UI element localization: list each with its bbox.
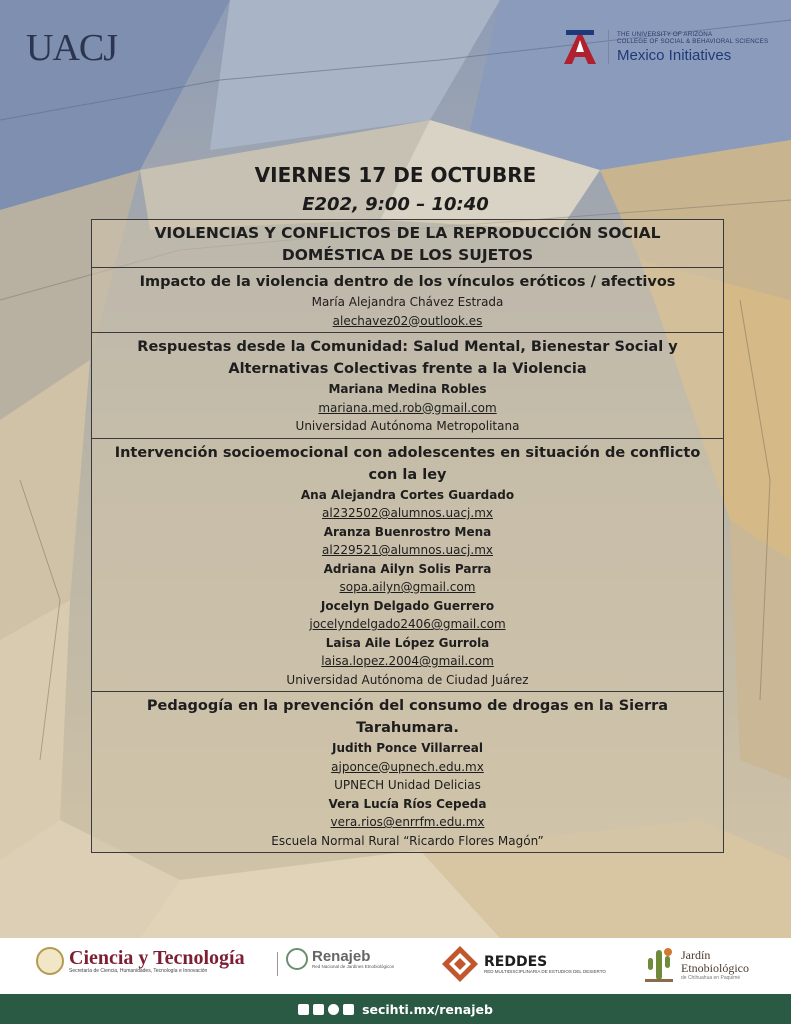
author-email[interactable]: vera.rios@enrrfm.edu.mx <box>330 815 485 829</box>
jardin-etnobiologico-logo <box>641 944 749 986</box>
cyt-name: Ciencia y Tecnología <box>69 947 245 969</box>
renajeb-subtitle: Red Nacional de Jardines Etnobiológicos <box>312 964 395 969</box>
footer-divider <box>277 952 278 976</box>
author-email[interactable]: ajponce@upnech.edu.mx <box>331 759 484 774</box>
reddes-name: REDDES <box>484 953 548 970</box>
author-email[interactable]: al232502@alumnos.uacj.mx <box>322 506 493 520</box>
university-of-arizona-a-icon <box>560 28 600 66</box>
talk-title: Pedagogía en la prevención del consumo de drogas en la Sierra Tarahumara. <box>146 698 669 736</box>
author-email[interactable]: mariana.med.rob@gmail.com <box>318 400 497 415</box>
author-institution: UPNECH Unidad Delicias <box>334 778 481 792</box>
talk-2 <box>92 333 723 439</box>
talk-4 <box>92 692 723 852</box>
author-name: Laisa Aile López Gurrola <box>325 635 490 650</box>
talk-title: Respuestas desde la Comunidad: Salud Mental, Bienestar Social y Alternativas Colectivas frente a la Violencia <box>137 339 678 377</box>
cyt-subtitle: Secretaría de Ciencia, Humanidades, Tecnología e Innovación <box>69 968 208 974</box>
ua-initiative-line: Mexico Initiatives <box>617 46 732 64</box>
leaf-icon <box>286 948 308 970</box>
renajeb-name: Renajeb <box>312 948 371 965</box>
author-email[interactable]: al229521@alumnos.uacj.mx <box>322 543 493 557</box>
footer-social-bar <box>0 994 791 1024</box>
author-institution: Universidad Autónoma Metropolitana <box>295 419 520 433</box>
jardin-name-1: Jardín <box>681 948 711 962</box>
author-name: Judith Ponce Villarreal <box>332 741 483 755</box>
author-name: Vera Lucía Ríos Cepeda <box>328 796 487 811</box>
instagram-icon[interactable] <box>328 1004 339 1015</box>
jardin-name-2: Etnobiológico <box>681 961 749 975</box>
room-time: E202, 9:00 – 10:40 <box>302 194 489 215</box>
author-email[interactable]: alechavez02@outlook.es <box>332 313 483 328</box>
author-institution: Escuela Normal Rural “Ricardo Flores Magón” <box>271 833 544 848</box>
talk-3 <box>92 439 723 693</box>
youtube-icon[interactable] <box>343 1004 354 1015</box>
program-table <box>91 219 724 853</box>
author-name: Adriana Ailyn Solis Parra <box>323 561 492 576</box>
ua-college-line: COLLEGE OF SOCIAL & BEHAVIORAL SCIENCES <box>617 37 769 45</box>
facebook-icon[interactable] <box>298 1004 309 1015</box>
talk-title: Intervención socioemocional con adolescentes en situación de conflicto con la ley <box>114 444 701 483</box>
author-name: Jocelyn Delgado Guerrero <box>320 598 495 613</box>
event-date: VIERNES 17 DE OCTUBRE <box>254 163 537 187</box>
reddes-emblem-icon <box>440 944 480 984</box>
author-email[interactable]: laisa.lopez.2004@gmail.com <box>321 654 494 668</box>
university-of-arizona-logo <box>560 28 768 66</box>
author-name: María Alejandra Chávez Estrada <box>311 295 504 309</box>
reddes-subtitle: RED MULTIDISCIPLINARIA DE ESTUDIOS DEL DESIERTO <box>484 968 606 974</box>
talk-1 <box>92 268 723 333</box>
author-email[interactable]: sopa.ailyn@gmail.com <box>339 580 476 594</box>
renajeb-logo <box>286 948 394 970</box>
logo-divider <box>608 30 609 64</box>
reddes-logo <box>440 944 606 984</box>
cactus-icon <box>641 944 677 986</box>
footer-url-link[interactable]: secihti.mx/renajeb <box>362 1001 493 1017</box>
session-heading: VIOLENCIAS Y CONFLICTOS DE LA REPRODUCCIÓN SOCIAL DOMÉSTICA DE LOS SUJETOS <box>92 220 723 268</box>
uacj-logo: UACJ <box>26 27 118 69</box>
talk-title: Impacto de la violencia dentro de los vínculos eróticos / afectivos <box>139 274 676 290</box>
jardin-subtitle: de Chihuahua en Paquimé <box>681 975 741 981</box>
author-name: Ana Alejandra Cortes Guardado <box>300 487 515 502</box>
author-institution: Universidad Autónoma de Ciudad Juárez <box>286 672 529 687</box>
author-name: Aranza Buenrostro Mena <box>323 524 492 539</box>
ua-university-line: THE UNIVERSITY OF ARIZONA <box>617 30 713 38</box>
twitter-icon[interactable] <box>313 1004 324 1015</box>
ciencia-tecnologia-logo <box>36 947 245 975</box>
author-name: Mariana Medina Robles <box>328 382 487 396</box>
government-seal-icon <box>36 947 64 975</box>
author-email[interactable]: jocelyndelgado2406@gmail.com <box>309 617 506 631</box>
